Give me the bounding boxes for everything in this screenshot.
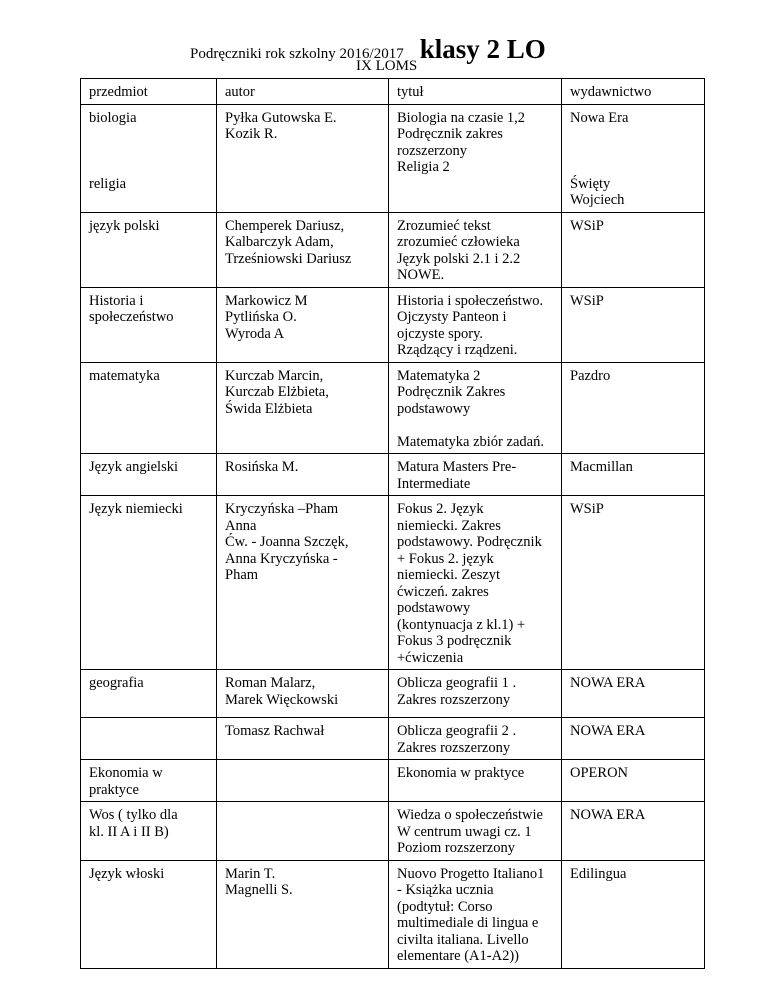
subject-cell: Język angielski [81, 454, 217, 496]
title-cell: Zrozumieć tekst zrozumieć człowieka Język polski 2.1 i 2.2 NOWE. [389, 212, 562, 287]
title-cell: Nuovo Progetto Italiano1 - Książka ucznia (podtytuł: Corso multimediale di lingua e civilta italiana. Livello elementare (A1-A2)) [389, 860, 562, 968]
column-header-publisher: wydawnictwo [562, 79, 705, 105]
author-cell: Tomasz Rachwał [217, 718, 389, 760]
subtitle: IX LOMS [356, 58, 418, 74]
author-cell: Kurczab Marcin, Kurczab Elżbieta, Świda Elżbieta [217, 362, 389, 454]
title-cell: Matematyka 2 Podręcznik Zakres podstawowy Matematyka zbiór zadań. [389, 362, 562, 454]
subject-cell: Język niemiecki [81, 496, 217, 670]
table-row [81, 496, 705, 670]
publisher-cell: WSiP [562, 212, 705, 287]
table-row [81, 454, 705, 496]
title-cell: Matura Masters Pre- Intermediate [389, 454, 562, 496]
author-cell [217, 802, 389, 861]
title-cell: Wiedza o społeczeństwie W centrum uwagi cz. 1 Poziom rozszerzony [389, 802, 562, 861]
subject-cell: Wos ( tylko dla kl. II A i II B) [81, 802, 217, 861]
publisher-cell: WSiP [562, 496, 705, 670]
column-header-title: tytuł [389, 79, 562, 105]
subject-cell: matematyka [81, 362, 217, 454]
title-cell: Oblicza geografii 1 . Zakres rozszerzony [389, 670, 562, 718]
title-big: klasy 2 LO [419, 34, 546, 64]
title-cell: Biologia na czasie 1,2 Podręcznik zakres rozszerzony Religia 2 [389, 104, 562, 212]
publisher-cell: Edilingua [562, 860, 705, 968]
table-header-row [81, 79, 705, 105]
subject-cell: Ekonomia w praktyce [81, 760, 217, 802]
subject-cell: Język włoski [81, 860, 217, 968]
subject-cell [81, 718, 217, 760]
table-row [81, 362, 705, 454]
table-row [81, 104, 705, 212]
publisher-cell: NOWA ERA [562, 718, 705, 760]
title-cell: Ekonomia w praktyce [389, 760, 562, 802]
title-cell: Historia i społeczeństwo. Ojczysty Panteon i ojczyste spory. Rządzący i rządzeni. [389, 287, 562, 362]
column-header-subject: przedmiot [81, 79, 217, 105]
column-header-author: autor [217, 79, 389, 105]
author-cell: Marin T. Magnelli S. [217, 860, 389, 968]
title-small: Podręczniki rok szkolny 2016/2017 [190, 46, 404, 62]
table-row [81, 860, 705, 968]
publisher-cell: WSiP [562, 287, 705, 362]
subject-cell: biologia religia [81, 104, 217, 212]
subject-cell: Historia i społeczeństwo [81, 287, 217, 362]
author-cell: Rosińska M. [217, 454, 389, 496]
table-row [81, 802, 705, 861]
publisher-cell: NOWA ERA [562, 802, 705, 861]
table-row [81, 212, 705, 287]
publisher-cell: Nowa Era Święty Wojciech [562, 104, 705, 212]
author-cell: Kryczyńska –Pham Anna Ćw. - Joanna Szczęk, Anna Kryczyńska - Pham [217, 496, 389, 670]
subject-cell: geografia [81, 670, 217, 718]
table-row [81, 287, 705, 362]
table-row [81, 718, 705, 760]
publisher-cell: Pazdro [562, 362, 705, 454]
author-cell: Pyłka Gutowska E. Kozik R. [217, 104, 389, 212]
publisher-cell: NOWA ERA [562, 670, 705, 718]
table-row [81, 760, 705, 802]
title-cell: Fokus 2. Język niemiecki. Zakres podstawowy. Podręcznik + Fokus 2. język niemiecki. Zeszyt ćwiczeń. zakres podstawowy (kontynuacja z kl.1) + Fokus 3 podręcznik +ćwiczenia [389, 496, 562, 670]
table-row [81, 670, 705, 718]
publisher-cell: OPERON [562, 760, 705, 802]
author-cell [217, 760, 389, 802]
author-cell: Markowicz M Pytlińska O. Wyroda A [217, 287, 389, 362]
publisher-cell: Macmillan [562, 454, 705, 496]
author-cell: Chemperek Dariusz, Kalbarczyk Adam, Trześniowski Dariusz [217, 212, 389, 287]
subject-cell: język polski [81, 212, 217, 287]
title-cell: Oblicza geografii 2 . Zakres rozszerzony [389, 718, 562, 760]
author-cell: Roman Malarz, Marek Więckowski [217, 670, 389, 718]
textbook-table [80, 78, 705, 969]
